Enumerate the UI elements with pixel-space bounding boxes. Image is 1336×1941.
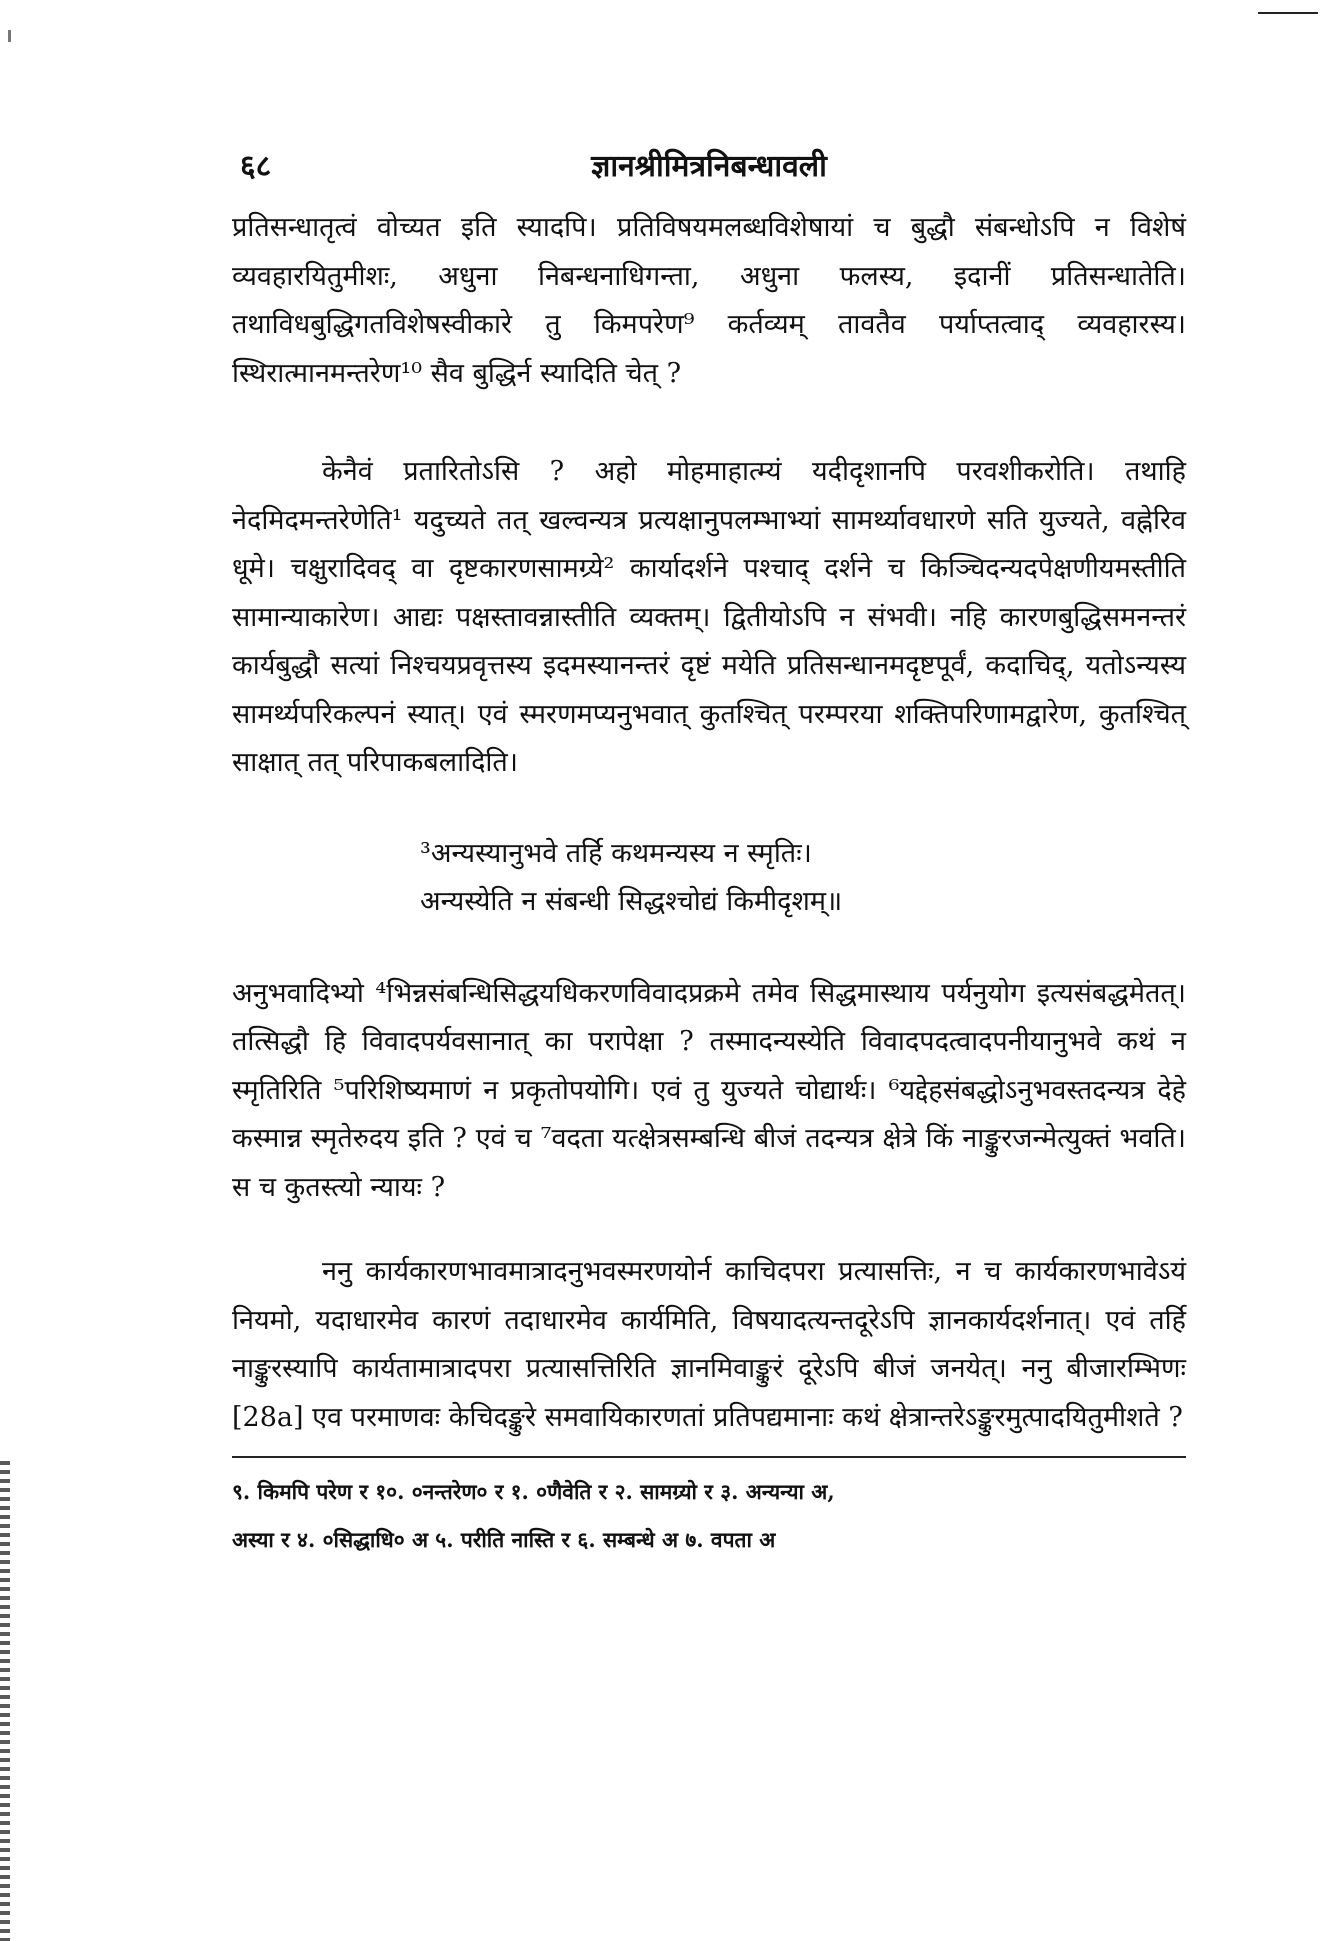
footnotes: [232, 1468, 1186, 1564]
footnote-line-1: ९. किमपि परेण र १०. ०नन्तरेण० र १. ०णैवेति र २. सामग्र्यो र ३. अन्यन्या अ,: [232, 1479, 835, 1504]
scan-corner-mark: [8, 30, 11, 42]
paragraph-3: अनुभवादिभ्यो ⁴भिन्नसंबन्धिसिद्धयधिकरणविवादप्रक्रमे तमेव सिद्धमास्थाय पर्यनुयोग इत्यसंबद्धमेतत्। तत्सिद्धौ हि विवादपर्यवसानात् का परापेक्षा ? तस्मादन्यस्येति विवादपदत्वादपनीयानुभवे कथं न स्मृतिरिति ⁵परिशिष्यमाणं न प्रकृतोपयोगि। एवं तु युज्यते चोद्यार्थः। ⁶यद्देहसंबद्धोऽनुभवस्तदन्यत्र देहे कस्मान्न स्मृतेरुदय इति ? एवं च ⁷वदता यत्क्षेत्रसम्बन्धि बीजं तदन्यत्र क्षेत्रे किं नाङ्कुरजन्मेत्युक्तं भवति। स च कुतस्त्यो न्यायः ?: [232, 977, 1186, 1203]
running-title: ज्ञानश्रीमित्रनिबन्धावली: [591, 149, 827, 184]
book-page: [232, 138, 1186, 1564]
footnote-divider: [232, 1456, 1186, 1458]
scan-binding-edge: [0, 1461, 10, 1941]
paragraph-1: प्रतिसन्धातृत्वं वोच्यत इति स्यादपि। प्रतिविषयमलब्धविशेषायां च बुद्धौ संबन्धोऽपि न विशेषं व्यवहारयितुमीशः, अधुना निबन्धनाधिगन्ता, अधुना फलस्य, इदानीं प्रतिसन्धातेति। तथाविधबुद्धिगतविशेषस्वीकारे तु किमपरेण⁹ कर्तव्यम् तावतैव पर्याप्तत्वाद् व्यवहारस्य। स्थिरात्मानमन्तरेण¹⁰ सैव बुद्धिर्न स्यादिति चेत् ?: [232, 212, 1186, 389]
verse-block: [420, 830, 1186, 926]
verse-line-2: अन्यस्येति न संबन्धी सिद्धश्चोद्यं किमीदृशम्॥: [420, 885, 843, 917]
page-number: ६८: [240, 149, 272, 184]
verse-line-1: ³अन्यस्यानुभवे तर्हि कथमन्यस्य न स्मृतिः।: [420, 837, 812, 869]
page-header: [232, 138, 1186, 186]
paragraph-2: केनैवं प्रतारितोऽसि ? अहो मोहमाहात्म्यं यदीदृशानपि परवशीकरोति। तथाहि नेदमिदमन्तरेणेति¹ यदुच्यते तत् खल्वन्यत्र प्रत्यक्षानुपलम्भाभ्यां सामर्थ्यावधारणे सति युज्यते, वह्नेरिव धूमे। चक्षुरादिवद् वा दृष्टकारणसामग्र्ये² कार्यादर्शने पश्चाद् दर्शने च किञ्चिदन्यदपेक्षणीयमस्तीति सामान्याकारेण। आद्यः पक्षस्तावन्नास्तीति व्यक्तम्। द्वितीयोऽपि न संभवी। नहि कारणबुद्धिसमनन्तरं कार्यबुद्धौ सत्यां निश्चयप्रवृत्तस्य इदमस्यानन्तरं दृष्टं मयेति प्रतिसन्धानमदृष्टपूर्वं, कदाचिद्, यतोऽन्यस्य सामर्थ्यपरिकल्पनं स्यात्। एवं स्मरणमप्यनुभवात् कुतश्चित् परम्परया शक्तिपरिणामद्वारेण, कुतश्चित् साक्षात् तत् परिपाकबलादिति।: [232, 456, 1186, 778]
paragraph-4: ननु कार्यकारणभावमात्रादनुभवस्मरणयोर्न काचिदपरा प्रत्यासत्तिः, न च कार्यकारणभावेऽयं नियमो, यदाधारमेव कारणं तदाधारमेव कार्यमिति, विषयादत्यन्तदूरेऽपि ज्ञानकार्यदर्शनात्। एवं तर्हि नाङ्कुरस्यापि कार्यतामात्रादपरा प्रत्यासत्तिरिति ज्ञानमिवाङ्कुरं दूरेऽपि बीजं जनयेत्। ननु बीजारम्भिणः [28a] एव परमाणवः केचिदङ्कुरे समवायिकारणतां प्रतिपद्यमानाः कथं क्षेत्रान्तरेऽङ्कुरमुत्पादयितुमीशते ?: [232, 1256, 1186, 1433]
top-corner-rule: [1258, 12, 1318, 14]
footnote-line-2: अस्या र ४. ०सिद्धाधि० अ ५. परीति नास्ति र ६. सम्बन्धे अ ७. वपता अ: [232, 1527, 776, 1552]
